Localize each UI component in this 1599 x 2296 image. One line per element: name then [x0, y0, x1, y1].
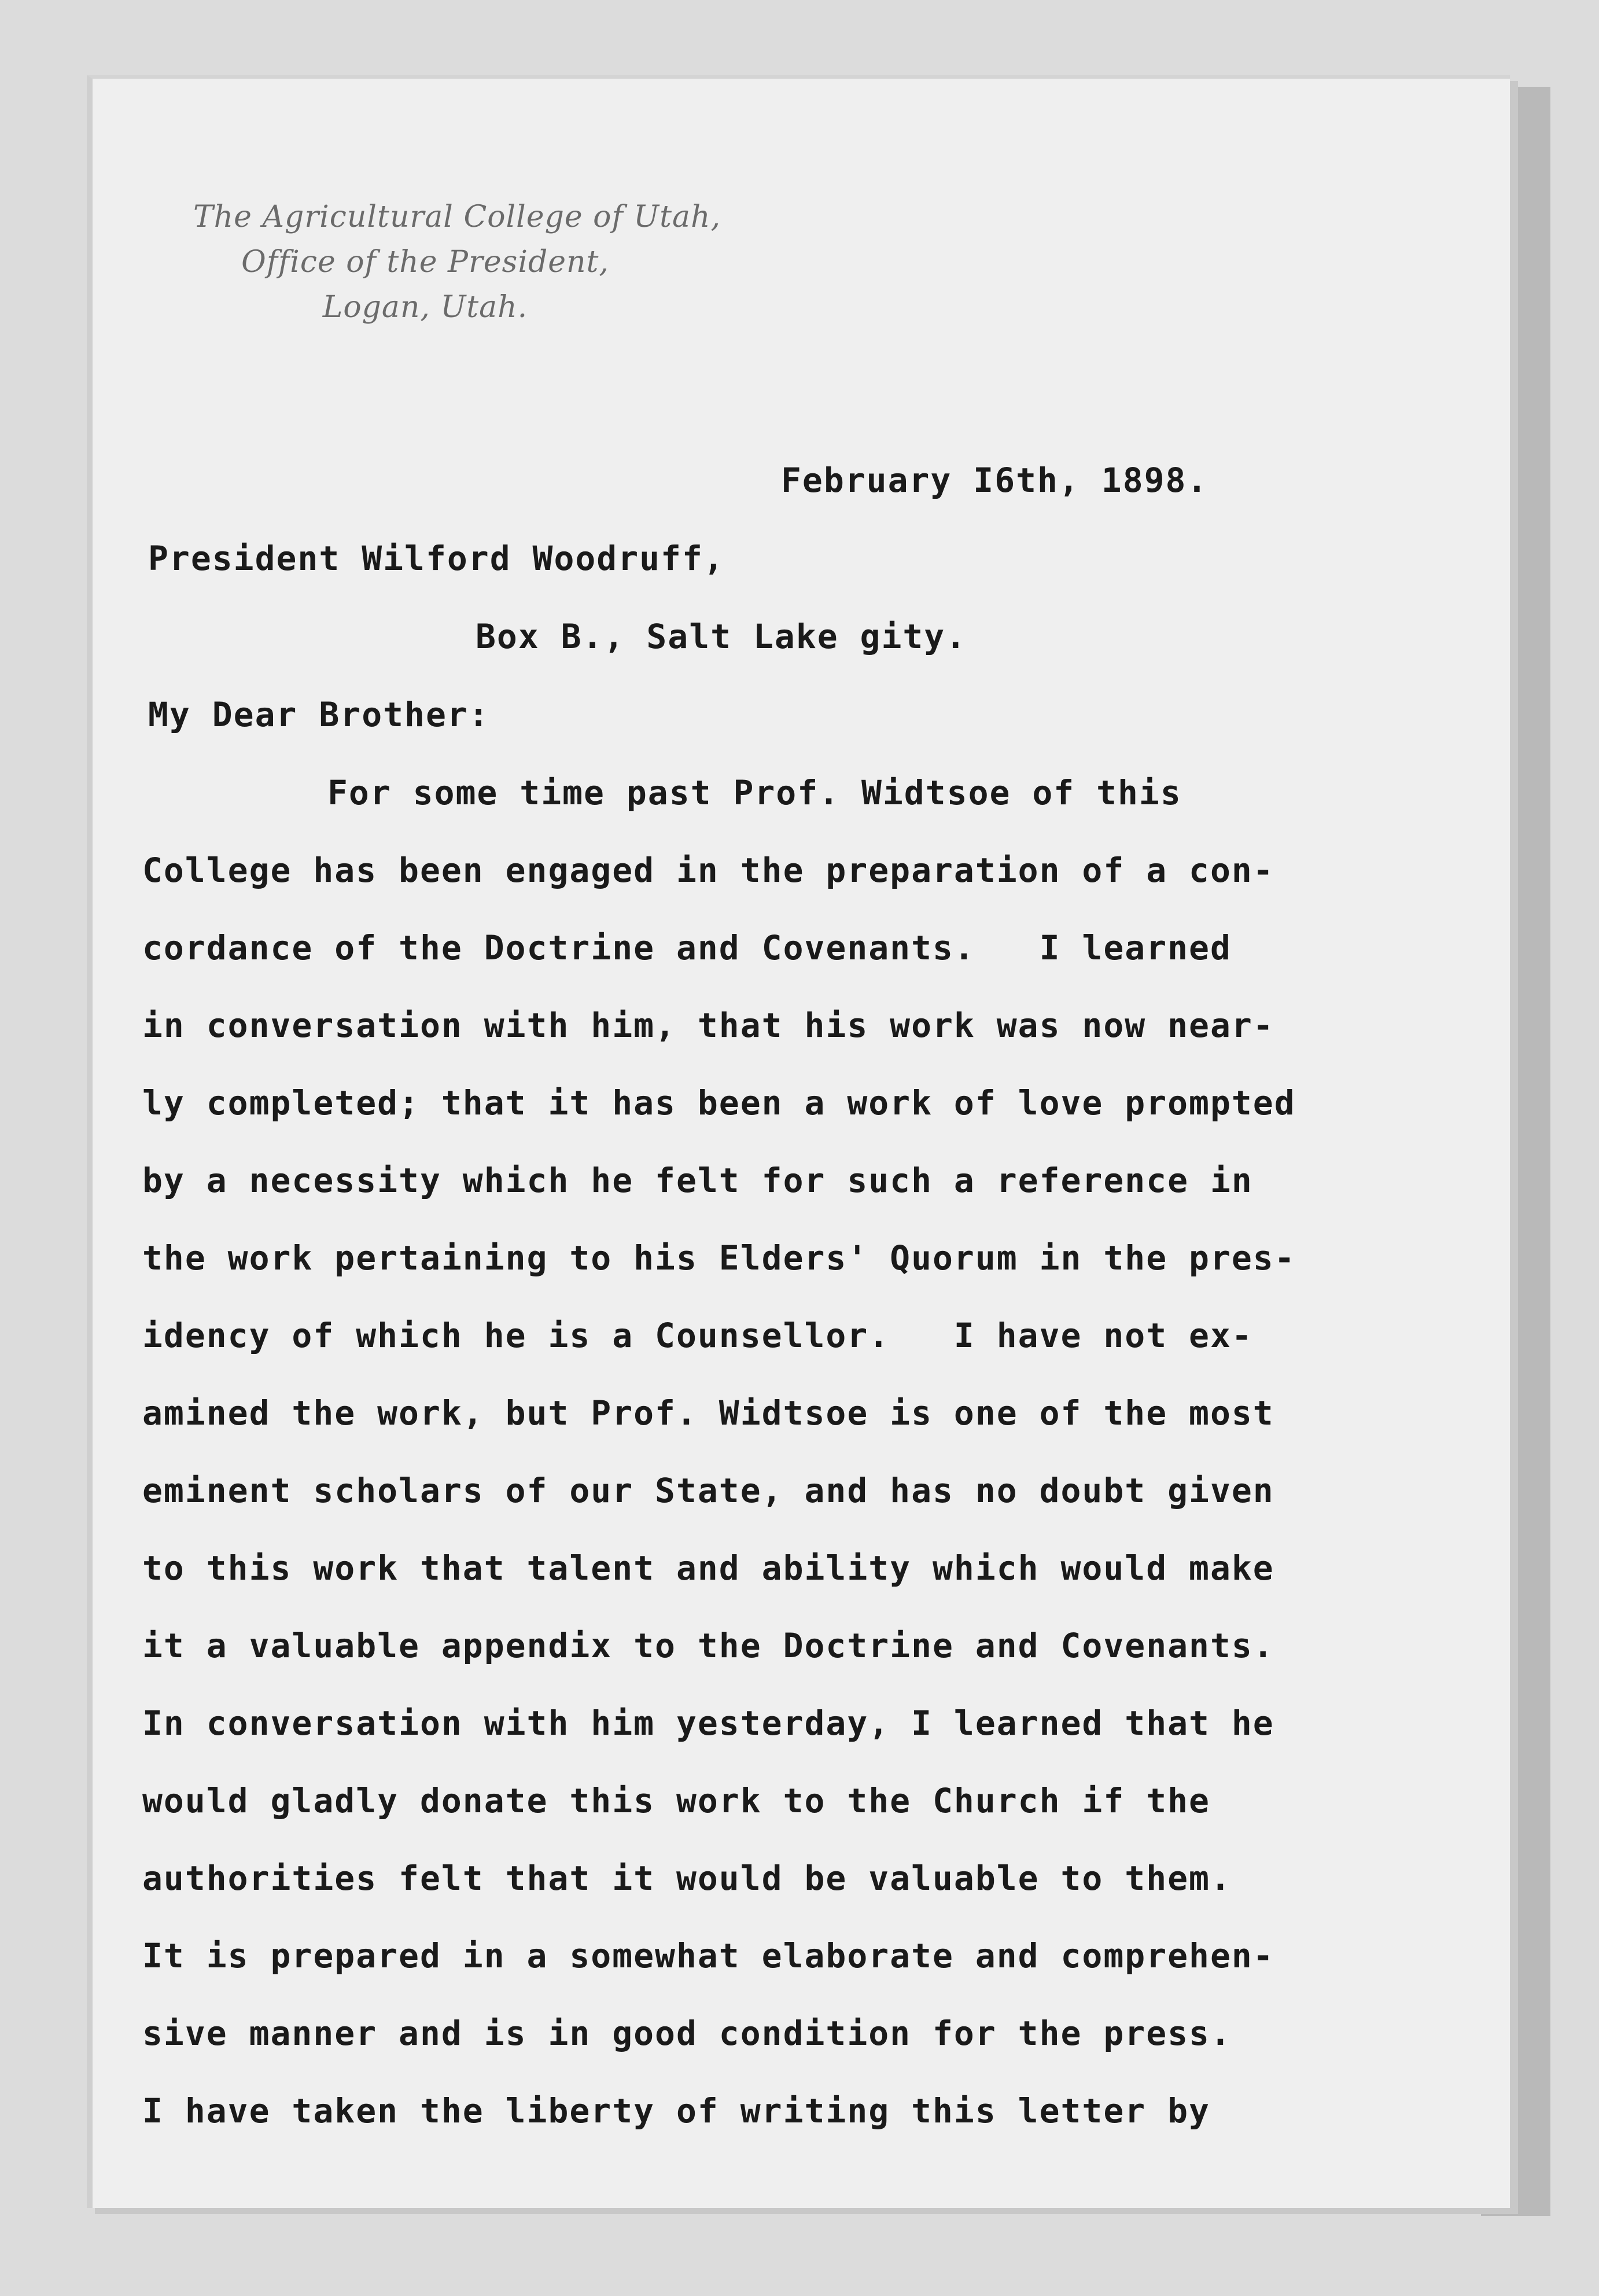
letter-date: February I6th, 1898. — [781, 461, 1209, 500]
body-line: eminent scholars of our State, and has no doubt given — [142, 1471, 1274, 1510]
body-line: It is prepared in a somewhat elaborate and comprehen- — [142, 1936, 1274, 1975]
body-line: to this work that talent and ability which would make — [142, 1548, 1274, 1588]
body-line: by a necessity which he felt for such a reference in — [142, 1161, 1253, 1200]
body-line: the work pertaining to his Elders' Quorum in the pres- — [142, 1238, 1296, 1278]
body-line: For some time past Prof. Widtsoe of this — [327, 773, 1182, 812]
letterhead-office: Office of the President, — [241, 245, 609, 279]
body-line: authorities felt that it would be valuable to them. — [142, 1859, 1232, 1898]
body-line: In conversation with him yesterday, I learned that he — [142, 1703, 1274, 1743]
addressee: President Wilford Woodruff, — [148, 539, 725, 578]
body-line: idency of which he is a Counsellor. I have not ex- — [142, 1316, 1253, 1355]
body-line: sive manner and is in good condition for the press. — [142, 2014, 1232, 2053]
body-line: amined the work, but Prof. Widtsoe is one of the most — [142, 1393, 1274, 1433]
body-line: in conversation with him, that his work was now near- — [142, 1006, 1274, 1045]
letterhead — [93, 194, 758, 330]
letterhead-institution: The Agricultural College of Utah, — [193, 200, 721, 234]
letterhead-location: Logan, Utah. — [322, 290, 528, 325]
body-line: cordance of the Doctrine and Covenants. I learned — [142, 928, 1232, 967]
body-line: I have taken the liberty of writing this letter by — [142, 2091, 1210, 2131]
address: Box B., Salt Lake gity. — [476, 617, 967, 656]
body-line: would gladly donate this work to the Church if the — [142, 1781, 1210, 1820]
body-line: ly completed; that it has been a work of love prompted — [142, 1083, 1296, 1123]
letter-page — [87, 75, 1510, 2208]
letter-body — [142, 773, 1473, 2169]
body-line: it a valuable appendix to the Doctrine and Covenants. — [142, 1626, 1274, 1665]
body-line: College has been engaged in the preparation of a con- — [142, 851, 1274, 890]
salutation: My Dear Brother: — [148, 695, 490, 734]
